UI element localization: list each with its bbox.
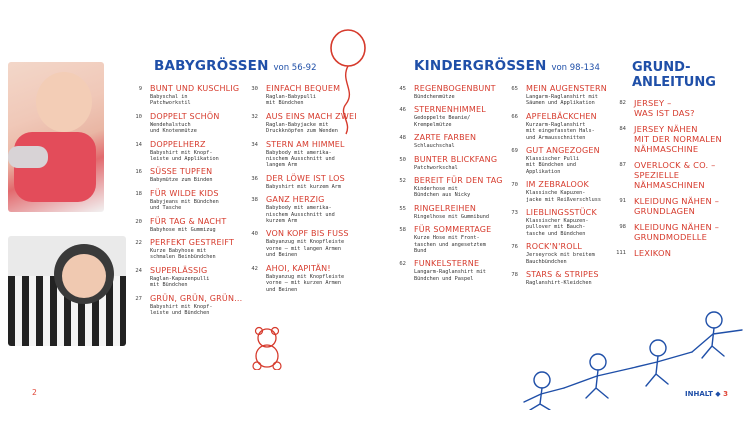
toc-entry-title: AHOI, KAPITÄN! [266, 263, 331, 273]
toc-entry-title: EINFACH BEQUEM [266, 84, 341, 93]
toc-entry-description: Babybody mit amerika- nischem Ausschnitt und kurzem Arm [266, 205, 335, 225]
toc-entry-title: GUT ANGEZOGEN [526, 146, 600, 156]
grundanleitung-heading-line2: ANLEITUNG [632, 75, 716, 90]
page-number-right: 3 [723, 390, 728, 398]
toc-entry-description: Kinderhose mit Bündchen aus Nicky [414, 186, 471, 199]
toc-entry[interactable] [122, 84, 250, 107]
teddy-doodle [244, 324, 290, 370]
toc-entry-title: OVERLOCK & CO. – SPEZIELLE NÄHMASCHINEN [634, 160, 716, 190]
toc-page-number: 55 [399, 205, 406, 212]
toc-entry-description: Kurzarm-Raglanshirt mit eingefassten Hals- und Armausschnitten [526, 121, 595, 141]
toc-page-number: 91 [619, 198, 626, 204]
baby-column-2 [238, 84, 368, 298]
toc-entry[interactable] [238, 84, 368, 107]
toc-entry[interactable] [238, 112, 368, 135]
toc-entry-description: Babyjeans mit Bündchen und Tasche [150, 198, 219, 212]
toc-entry[interactable] [386, 155, 514, 171]
toc-page-number: 32 [251, 113, 258, 120]
toc-entry[interactable] [122, 294, 250, 317]
toc-entry[interactable] [386, 204, 514, 220]
toc-page-number: 111 [616, 250, 626, 256]
toc-entry-title: ROCK'N'ROLL [526, 242, 583, 252]
toc-entry[interactable] [238, 229, 368, 258]
toc-entry-description: Klassische Kapuzen- jacke mit Reißverschluss [526, 190, 601, 203]
toc-entry-title: KLEIDUNG NÄHEN – GRUNDMODELLE [634, 222, 720, 242]
kindergroessen-title: KINDERGRÖSSEN [414, 58, 547, 74]
toc-entry-title: FUNKELSTERNE [414, 259, 480, 269]
toc-page-number: 70 [511, 182, 518, 189]
toc-entry-title: RINGELREIHEN [414, 203, 477, 213]
toc-entry-title: ZARTE FARBEN [414, 133, 477, 143]
toc-entry-description: Gedoppelte Beanie/ Krempelmütze [414, 115, 471, 128]
toc-entry-title: APFELBÄCKCHEN [526, 111, 597, 121]
toc-entry[interactable] [386, 133, 514, 149]
toc-entry-description: Babyshirt mit Knopf- leiste und Bündchen [150, 303, 213, 317]
toc-entry-description: Babyshirt mit kurzem Arm [266, 183, 341, 190]
toc-entry-description: Babymütze zum Binden [150, 177, 213, 184]
toc-entry[interactable] [238, 264, 368, 293]
toc-entry[interactable] [606, 222, 746, 242]
toc-page-number: 14 [135, 141, 142, 148]
baby-column-1 [122, 84, 250, 322]
toc-entry[interactable] [386, 225, 514, 254]
grundanleitung-heading-line1: GRUND- [632, 60, 691, 75]
toc-page-number: 24 [135, 267, 142, 274]
toc-entry-title: LIEBLINGSSTÜCK [526, 208, 597, 218]
toc-entry[interactable] [122, 167, 250, 183]
toc-entry-title: STERN AM HIMMEL [266, 139, 345, 149]
toc-entry[interactable] [122, 140, 250, 163]
toc-page-number: 48 [399, 135, 406, 142]
toc-page-number: 36 [251, 175, 258, 182]
toc-page-number: 46 [399, 107, 406, 114]
toc-entry-description: Babyanzug mit Knopfleiste vorne – mit langen Armen und Beinen [266, 239, 345, 259]
toc-entry-title: BUNT UND KUSCHLIG [150, 84, 240, 93]
toc-entry-description: Raglan-Babyjacke mit Druckknöpfen zum Wenden [266, 121, 338, 135]
toc-entry-title: SÜSSE TUPFEN [150, 167, 213, 177]
diamond-icon: ◆ [715, 390, 721, 398]
toc-entry-title: FÜR SOMMERTAGE [414, 225, 492, 235]
toc-page-number: 65 [511, 86, 518, 92]
toc-entry[interactable] [606, 248, 746, 258]
toc-entry[interactable] [122, 266, 250, 289]
toc-entry-description: Raglanshirt-Kleidchen [526, 280, 592, 287]
toc-entry[interactable] [386, 105, 514, 128]
toc-entry-title: IM ZEBRALOOK [526, 180, 589, 190]
toc-page-number: 22 [135, 240, 142, 247]
toc-entry-title: PERFEKT GESTREIFT [150, 238, 235, 248]
kinder-column-1 [386, 84, 514, 287]
toc-page-number: 30 [251, 86, 258, 92]
toc-entry-title: DOPPELHERZ [150, 139, 206, 149]
toc-entry-description: Patchworkschal [414, 164, 458, 171]
toc-page-number: 38 [251, 197, 258, 204]
toc-page-number: 98 [619, 224, 626, 230]
toc-entry[interactable] [386, 259, 514, 282]
toc-entry-title: REGENBOGENBUNT [414, 84, 496, 93]
toc-entry-description: Schlauchschal [414, 143, 455, 150]
kindergroessen-heading [414, 58, 600, 74]
toc-entry-title: BEREIT FÜR DEN TAG [414, 176, 503, 186]
toc-entry-title: LEXIKON [634, 248, 672, 258]
toc-entry-title: STARS & STRIPES [526, 270, 599, 280]
toc-entry-title: VON KOPF BIS FUSS [266, 229, 349, 239]
toc-entry-description: Ringelhose mit Gummibund [414, 213, 489, 220]
toc-entry[interactable] [606, 124, 746, 154]
toc-entry-description: Babyanzug mit Knopfleiste vorne – mit kurzen Armen und Beinen [266, 273, 345, 293]
toc-entry-description: Raglan-Babypulli mit Bündchen [266, 94, 316, 107]
toc-entry-description: Bündchenmütze [414, 94, 455, 100]
baby-photo-top [8, 62, 104, 212]
toc-entry-description: Kurze Babyhose mit schmalen Beinbündchen [150, 248, 216, 261]
toc-entry[interactable] [606, 196, 746, 216]
toc-entry-description: Langarm-Raglanshirt mit Säumen und Applikation [526, 94, 598, 107]
toc-entry[interactable] [122, 189, 250, 212]
toc-entry-title: DOPPELT SCHÖN [150, 111, 220, 121]
toc-page-number: 62 [399, 261, 406, 268]
toc-entry-description: Klassischer Pulli mit Bündchen und Applikation [526, 156, 580, 175]
toc-entry[interactable] [122, 238, 250, 261]
toc-entry-description: Klassischer Kapuzen- pullover mit Bauch- tasche und Bündchen [526, 218, 589, 237]
toc-page-number: 58 [399, 227, 406, 234]
toc-entry-title: GANZ HERZIG [266, 195, 325, 205]
kindergroessen-range: von 98-134 [551, 63, 600, 73]
toc-entry-description: Jerseyrock mit breitem Bauchbündchen [526, 252, 595, 265]
toc-entry[interactable] [386, 176, 514, 199]
toc-entry-description: Kurze Hose mit Front- taschen und angesetztem Bund [414, 235, 486, 255]
toc-page-number: 40 [251, 231, 258, 238]
toc-page-number: 45 [399, 86, 406, 92]
toc-footer [685, 390, 728, 398]
toc-page-number: 78 [511, 272, 518, 279]
toc-entry-title: GRÜN, GRÜN, GRÜN... [150, 293, 243, 303]
toc-entry[interactable] [386, 84, 514, 100]
toc-entry-title: FÜR WILDE KIDS [150, 188, 219, 198]
toc-entry-title: JERSEY NÄHEN MIT DER NORMALEN NÄHMASCHINE [634, 124, 722, 154]
toc-page-number: 69 [511, 148, 518, 155]
toc-entry-title: DER LÖWE IST LOS [266, 173, 345, 183]
toc-page-number: 84 [619, 126, 626, 132]
toc-entry[interactable] [498, 270, 626, 286]
toc-page-number: 52 [399, 178, 406, 185]
toc-entry-description: Raglan-Kapuzenpulli mit Bündchen [150, 275, 210, 289]
toc-page-number: 66 [511, 113, 518, 120]
toc-entry-title: MEIN AUGENSTERN [526, 84, 607, 93]
toc-entry[interactable] [606, 98, 746, 118]
toc-entry[interactable] [122, 217, 250, 233]
toc-entry-description: Babyshirt mit Knopf- leiste und Applikation [150, 149, 219, 163]
toc-entry-title: AUS EINS MACH ZWEI [266, 111, 357, 121]
toc-page-number: 87 [619, 162, 626, 168]
page-number-left: 2 [32, 388, 37, 397]
toc-page-number: 76 [511, 244, 518, 251]
toc-entry-title: BUNTER BLICKFANG [414, 154, 498, 164]
toc-page-number: 42 [251, 265, 258, 272]
toc-entry-title: KLEIDUNG NÄHEN – GRUNDLAGEN [634, 196, 720, 216]
toc-page-number: 34 [251, 141, 258, 148]
babygroessen-heading [154, 58, 317, 74]
toc-page-number: 82 [619, 100, 626, 106]
toc-page-number: 16 [135, 169, 142, 176]
toc-entry-description: Babyhose mit Gummizug [150, 226, 216, 233]
toc-entry-title: SUPERLÄSSIG [150, 265, 208, 275]
toc-page-number: 27 [135, 295, 142, 302]
toc-page-number: 10 [135, 113, 142, 120]
toc-entry-title: STERNENHIMMEL [414, 105, 486, 115]
toc-page-number: 73 [511, 210, 518, 217]
toc-page-number: 20 [135, 218, 142, 225]
babygroessen-range: von 56-92 [273, 63, 317, 73]
toc-entry-description: Langarm-Raglanshirt mit Bündchen und Paspel [414, 269, 486, 282]
baby-photo-bottom [8, 236, 126, 346]
toc-page-number: 50 [399, 156, 406, 163]
footer-label: INHALT [685, 390, 713, 398]
toc-page-number: 18 [135, 190, 142, 197]
toc-entry-description: Babyschal in Patchworkstil [150, 94, 191, 107]
toc-entry-title: JERSEY – WAS IST DAS? [634, 98, 695, 118]
toc-entry[interactable] [238, 140, 368, 169]
toc-page-number: 9 [138, 86, 142, 92]
grundanleitung-column [606, 98, 746, 264]
toc-entry[interactable] [606, 160, 746, 190]
toc-entry[interactable] [238, 174, 368, 190]
toc-entry[interactable] [238, 195, 368, 224]
toc-entry-description: Babybody mit amerika- nischem Ausschnitt und langem Arm [266, 149, 335, 169]
toc-entry-title: FÜR TAG & NACHT [150, 216, 227, 226]
toc-entry-description: Wendehalstuch und Knotenmütze [150, 121, 197, 135]
grundanleitung-heading [632, 60, 716, 90]
toc-entry[interactable] [122, 112, 250, 135]
babygroessen-title: BABYGRÖSSEN [154, 58, 269, 74]
